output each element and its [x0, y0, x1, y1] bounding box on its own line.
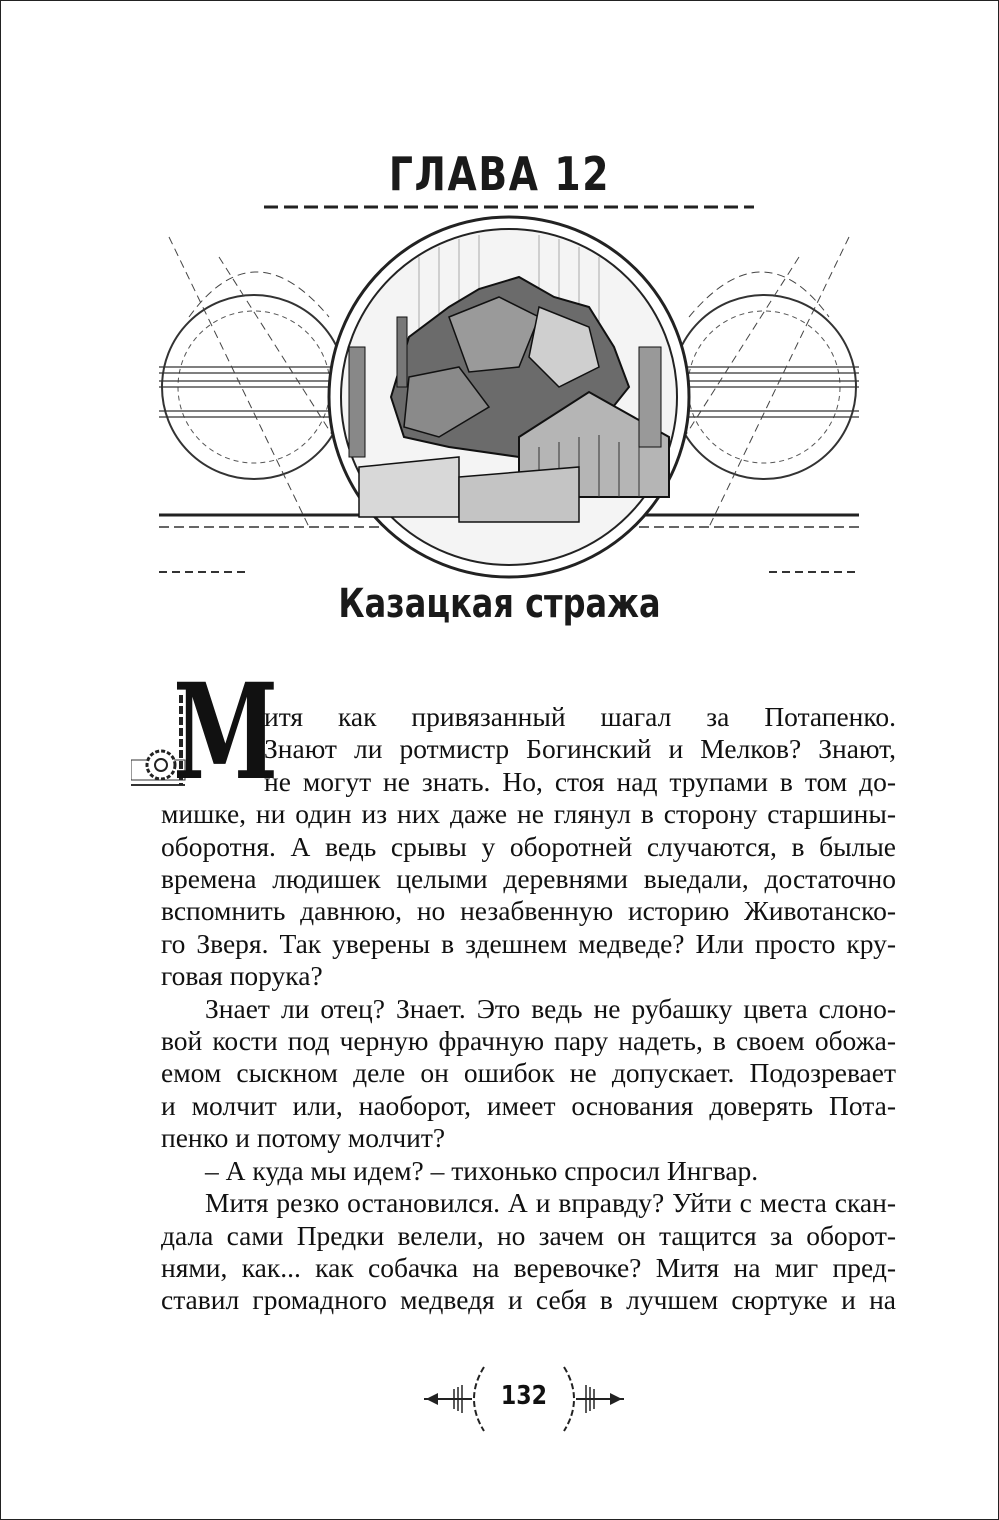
text-line: ставил громадного медведя и себя в лучшем сюртуке и на: [161, 1284, 896, 1316]
text-line: пенко и потому молчит?: [161, 1122, 446, 1154]
page-number: 132: [500, 1381, 548, 1411]
text-line: емом сыскном деле он ошибок не допускает. Подозревает: [161, 1057, 896, 1089]
text-line: итя как привязанный шагал за Потапенко.: [264, 701, 896, 732]
chapter-heading: ГЛАВА 12: [388, 147, 611, 201]
page-number-ornament: [424, 1359, 624, 1439]
text-line: дала сами Предки велели, но зачем он тащится за оборот-: [161, 1219, 896, 1251]
text-line: Митя резко остановился. А и вправду? Уйти с места скан-: [205, 1187, 896, 1219]
chapter-text: [161, 701, 896, 1317]
chapter-illustration: [159, 197, 859, 595]
text-line: нями, как... как собачка на веревочке? Митя на миг пред-: [161, 1251, 896, 1283]
text-line: времена людишек целыми деревнями выедали, достаточно: [161, 863, 896, 895]
text-line: и молчит или, наоборот, имеет основания доверять Пота-: [161, 1089, 896, 1121]
text-line: мишке, ни один из них даже не глянул в сторону старшины-: [161, 798, 896, 830]
text-line: Знает ли отец? Знает. Это ведь не рубашку цвета слоно-: [205, 992, 896, 1024]
text-line: не могут не знать. Но, стоя над трупами в том до-: [264, 765, 896, 797]
text-line: – А куда мы идем? – тихонько спросил Ингвар.: [205, 1154, 759, 1186]
text-line: оборотня. А ведь срывы у оборотней случаются, в былые: [161, 830, 896, 862]
text-line: Знают ли ротмистр Богинский и Мелков? Знают,: [264, 733, 896, 765]
chapter-title: Казацкая стража: [338, 581, 661, 627]
text-line: го Зверя. Так уверены в здешнем медведе? Или просто кру-: [161, 927, 896, 959]
drop-cap-letter: М: [173, 655, 279, 810]
text-line: говая порука?: [161, 960, 323, 992]
text-line: вспомнить давнюю, но незабвенную историю Животанско-: [161, 895, 896, 927]
text-line: вой кости под черную фрачную пару надеть, в своем обожа-: [161, 1025, 896, 1057]
